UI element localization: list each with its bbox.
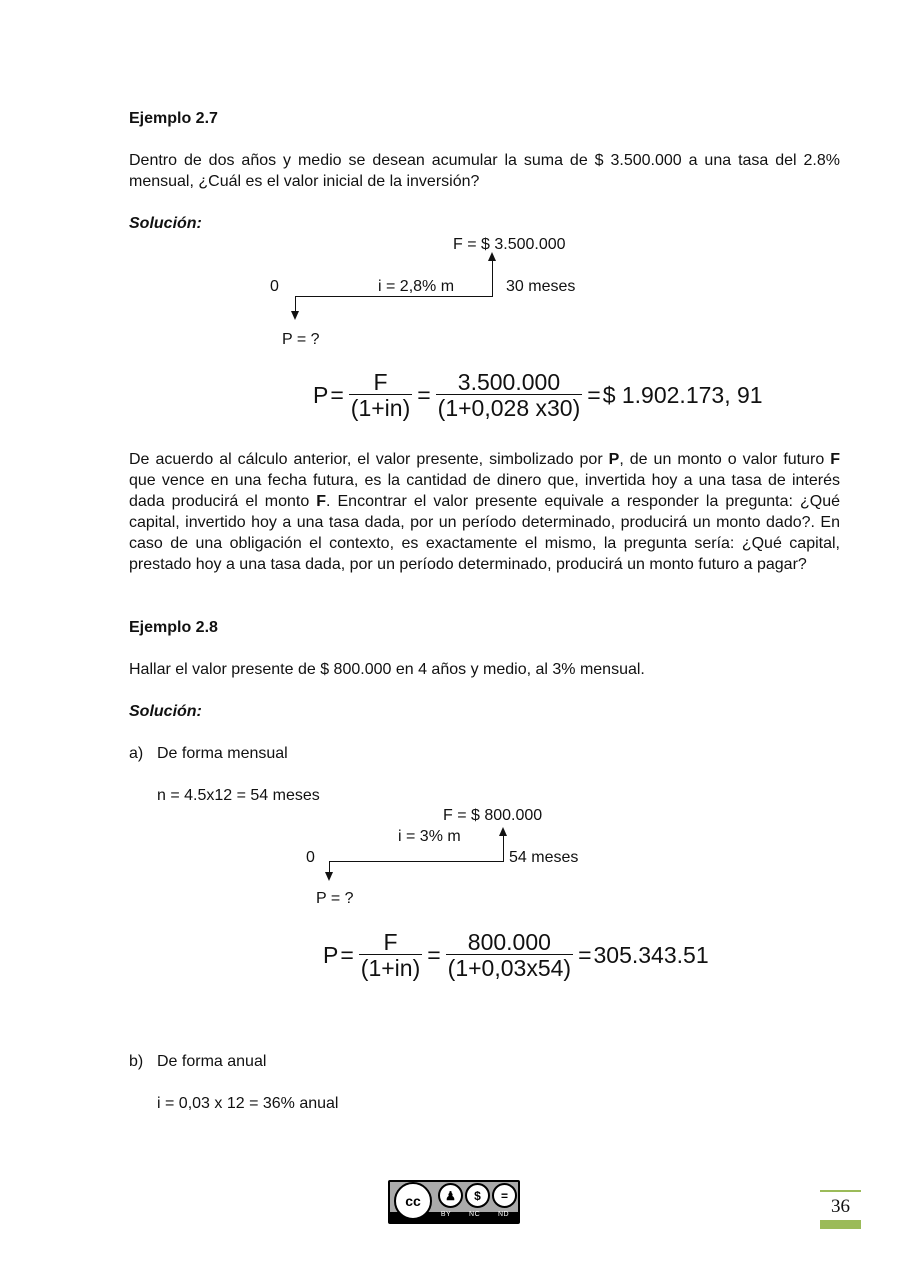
formula-1 <box>313 370 763 421</box>
fraction-substituted <box>446 930 573 981</box>
label-by: BY <box>440 1211 452 1218</box>
present-arrow-shaft <box>295 296 296 312</box>
formula-lhs: P <box>323 942 339 968</box>
arrow-up-icon <box>488 252 496 261</box>
start-period-label: 0 <box>270 278 279 295</box>
fraction-numerator: F <box>359 930 422 955</box>
fraction-general <box>349 370 412 421</box>
present-value-label: P = ? <box>282 331 320 348</box>
text-span: , de un monto o valor futuro <box>619 451 831 468</box>
future-value-label: F = $ 3.500.000 <box>453 236 566 253</box>
equals-sign: = <box>427 942 441 968</box>
label-nc: NC <box>469 1211 481 1218</box>
formula-lhs: P <box>313 382 329 408</box>
fraction-numerator: 800.000 <box>446 930 573 955</box>
future-arrow-shaft <box>503 834 504 862</box>
equals-sign: = <box>417 382 431 408</box>
equals-sign: = <box>340 942 354 968</box>
bold-symbol-p: P <box>608 451 620 468</box>
statement-text: Dentro de dos años y medio se desean acumular la suma de $ 3.500.000 a una tasa del 2.8% mensual, ¿Cuál es el valor inicial de la inversión? <box>129 152 840 190</box>
solution-label: Solución: <box>129 703 202 720</box>
arrow-up-icon <box>499 827 507 836</box>
attribution-icon: ♟ <box>438 1183 463 1208</box>
explanation-paragraph <box>129 449 840 575</box>
end-period-label: 30 meses <box>506 278 576 295</box>
cc-text: cc <box>405 1193 421 1209</box>
n-calculation: n = 4.5x12 = 54 meses <box>157 787 320 804</box>
bold-symbol-f: F <box>830 451 841 468</box>
creative-commons-license-badge <box>388 1180 520 1224</box>
example-2-7-heading: Ejemplo 2.7 <box>129 110 218 127</box>
formula-2 <box>323 930 709 981</box>
rate-label: i = 2,8% m <box>378 278 455 295</box>
license-labels <box>432 1211 518 1218</box>
fraction-numerator: F <box>349 370 412 395</box>
example-2-7-statement <box>129 150 840 192</box>
text-span: . Encontrar el valor presente equivale a responder la pregunta: ¿Qué capital, invertido hoy a una tasa dada, por un período determinado, producirá un monto dado?. En caso de una obligación el contexto, es exactamente el mismo, la pregunta sería: ¿Qué capital, prestado hoy a una tasa dada, por un período determinado, producirá un monto futuro a pagar? <box>129 493 840 573</box>
fraction-denominator: (1+0,028 x30) <box>437 395 581 421</box>
text-span: De acuerdo al cálculo anterior, el valor presente, simbolizado por <box>129 451 609 468</box>
equals-sign: = <box>578 942 592 968</box>
present-value-label: P = ? <box>316 890 354 907</box>
timeline <box>295 296 493 297</box>
noderivatives-icon: = <box>492 1183 517 1208</box>
part-a-label: De forma mensual <box>157 745 288 762</box>
page-number-bottom-bar <box>820 1220 861 1229</box>
fraction-denominator: (1+in) <box>350 395 411 421</box>
formula-result: $ 1.902.173, 91 <box>602 382 763 408</box>
future-value-label: F = $ 800.000 <box>443 807 543 824</box>
equals-sign: = <box>330 382 344 408</box>
rate-label: i = 3% m <box>398 828 461 845</box>
solution-label: Solución: <box>129 215 202 232</box>
part-b-marker: b) <box>129 1053 144 1070</box>
timeline <box>329 861 504 862</box>
arrow-down-icon <box>325 872 333 881</box>
formula-result: 305.343.51 <box>593 942 709 968</box>
fraction-substituted <box>436 370 583 421</box>
equals-sign: = <box>587 382 601 408</box>
page-number: 36 <box>831 1196 850 1217</box>
noncommercial-icon: $ <box>465 1183 490 1208</box>
end-period-label: 54 meses <box>509 849 579 866</box>
example-2-8-statement: Hallar el valor presente de $ 800.000 en 4 años y medio, al 3% mensual. <box>129 661 645 678</box>
text-span: que vence en una fecha futura, es la cantidad de dinero que, invertida hoy a una tasa de interés dada producirá el monto <box>129 472 840 510</box>
fraction-numerator: 3.500.000 <box>436 370 583 395</box>
start-period-label: 0 <box>306 849 315 866</box>
fraction-general <box>359 930 422 981</box>
part-b-label: De forma anual <box>157 1053 267 1070</box>
i-calculation: i = 0,03 x 12 = 36% anual <box>157 1095 339 1112</box>
page-number-top-rule <box>820 1190 861 1192</box>
fraction-denominator: (1+in) <box>360 955 421 981</box>
future-arrow-shaft <box>492 258 493 297</box>
label-nd: ND <box>497 1211 510 1218</box>
bold-symbol-f: F <box>316 493 327 510</box>
arrow-down-icon <box>291 311 299 320</box>
example-2-8-heading: Ejemplo 2.8 <box>129 619 218 636</box>
cc-icon <box>394 1182 432 1220</box>
part-a-marker: a) <box>129 745 144 762</box>
fraction-denominator: (1+0,03x54) <box>447 955 572 981</box>
